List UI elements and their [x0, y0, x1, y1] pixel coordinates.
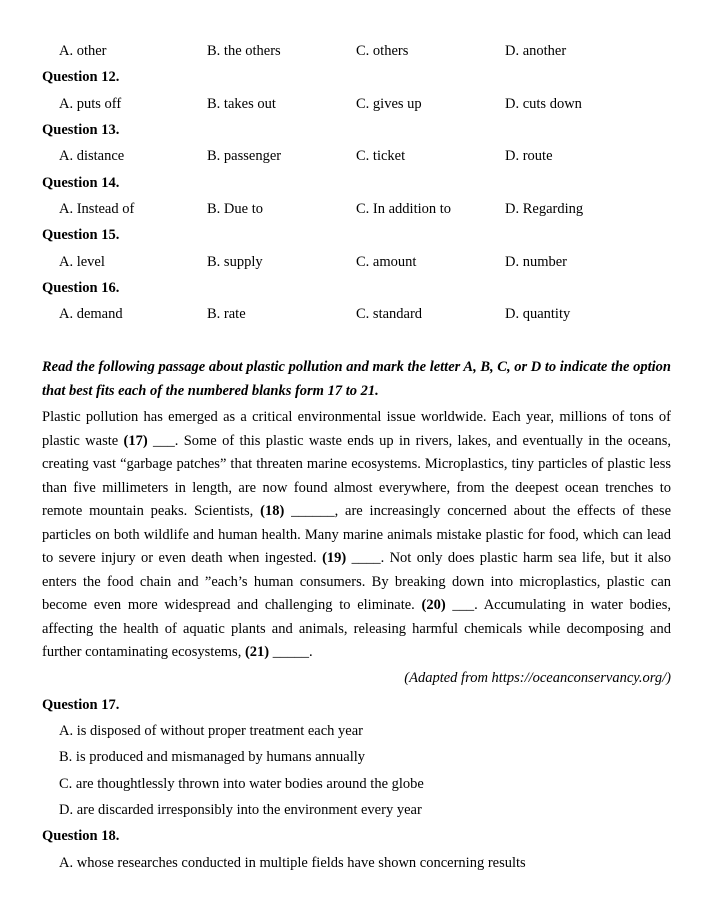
option-b: B. supply — [207, 254, 263, 270]
option-a: A. other — [59, 43, 107, 59]
question-13-title: Question 13. — [42, 122, 120, 138]
question-12-title: Question 12. — [42, 69, 120, 85]
option-a: A. level — [59, 254, 105, 270]
question-13-options — [0, 146, 714, 166]
option-a: A. demand — [59, 306, 123, 322]
option-c: C. In addition to — [356, 201, 452, 217]
question-11-options — [0, 41, 714, 61]
option-d: D. cuts down — [505, 96, 582, 112]
option-c: C. gives up — [356, 96, 422, 112]
passage-instruction: Read the following passage about plastic pollution and mark the letter A, B, C, or D to indicate the option that best fits each of the numbered blanks form 17 to 21. — [42, 359, 671, 399]
option-b: B. the others — [207, 43, 281, 59]
option-d: D. number — [505, 254, 568, 270]
question-15-title: Question 15. — [42, 227, 120, 243]
question-17-option-a: A. is disposed of without proper treatment each year — [59, 723, 364, 739]
option-b: B. Due to — [207, 201, 263, 217]
option-a: A. Instead of — [59, 201, 135, 217]
question-18-option-a: A. whose researches conducted in multiple fields have shown concerning results — [59, 855, 526, 871]
passage-text: _____. — [269, 644, 313, 660]
blank-19-label: (19) — [322, 550, 347, 566]
reading-passage — [42, 406, 671, 665]
option-a: A. distance — [59, 148, 125, 164]
passage-source: (Adapted from https://oceanconservancy.org/) — [404, 670, 671, 686]
option-d: D. another — [505, 43, 567, 59]
option-c: C. ticket — [356, 148, 406, 164]
question-17-option-b: B. is produced and mismanaged by humans annually — [59, 749, 366, 765]
option-d: D. route — [505, 148, 553, 164]
question-16-title: Question 16. — [42, 280, 120, 296]
option-d: D. Regarding — [505, 201, 584, 217]
question-16-options — [0, 304, 714, 324]
passage-text: ______, are increasingly concerned about the effects of these particles on both wildlife and human health. Many marine animals mistake plastic for food, which can lead to severe injury or even death when ingested. — [42, 503, 672, 566]
option-d: D. quantity — [505, 306, 571, 322]
question-14-options — [0, 199, 714, 219]
question-15-options — [0, 252, 714, 272]
passage-text: ___. Accumulating in water bodies, affecting the health of aquatic plants and animals, releasing harmful chemicals while decomposing and further contaminating ecosystems, — [42, 597, 671, 660]
option-c: C. amount — [356, 254, 417, 270]
question-17-option-d: D. are discarded irresponsibly into the environment every year — [59, 802, 422, 818]
passage-text: Plastic pollution has emerged as a critical environmental issue worldwide. Each year, millions of tons of plastic waste — [42, 409, 671, 449]
option-b: B. takes out — [207, 96, 276, 112]
option-c: C. others — [356, 43, 409, 59]
blank-20-label: (20) — [421, 597, 446, 613]
question-18-title: Question 18. — [42, 828, 120, 844]
question-17-option-c: C. are thoughtlessly thrown into water bodies around the globe — [59, 776, 424, 792]
blank-18-label: (18) — [260, 503, 285, 519]
passage-text: ____. Not only does plastic harm sea life, but it also enters the food chain and ”each’s human consumers. By breaking down into microplastics, plastic can become even more widespread and challenging to eliminate. — [42, 550, 672, 613]
passage-text: ___. Some of this plastic waste ends up in rivers, lakes, and eventually in the oceans, creating vast “garbage patches” that threaten marine ecosystems. Microplastics, tiny particles of plastic less than five millimeters in length, are now found almost everywhere, from the deepest ocean trenches to remote mountain peaks. Scientists, — [42, 432, 671, 519]
question-17-title: Question 17. — [42, 697, 120, 713]
option-b: B. rate — [207, 306, 246, 322]
option-c: C. standard — [356, 306, 423, 322]
question-14-title: Question 14. — [42, 175, 120, 191]
blank-21-label: (21) — [244, 644, 270, 660]
blank-17-label: (17) — [123, 432, 148, 449]
option-a: A. puts off — [59, 96, 122, 112]
option-b: B. passenger — [207, 148, 282, 164]
question-12-options — [0, 94, 714, 114]
